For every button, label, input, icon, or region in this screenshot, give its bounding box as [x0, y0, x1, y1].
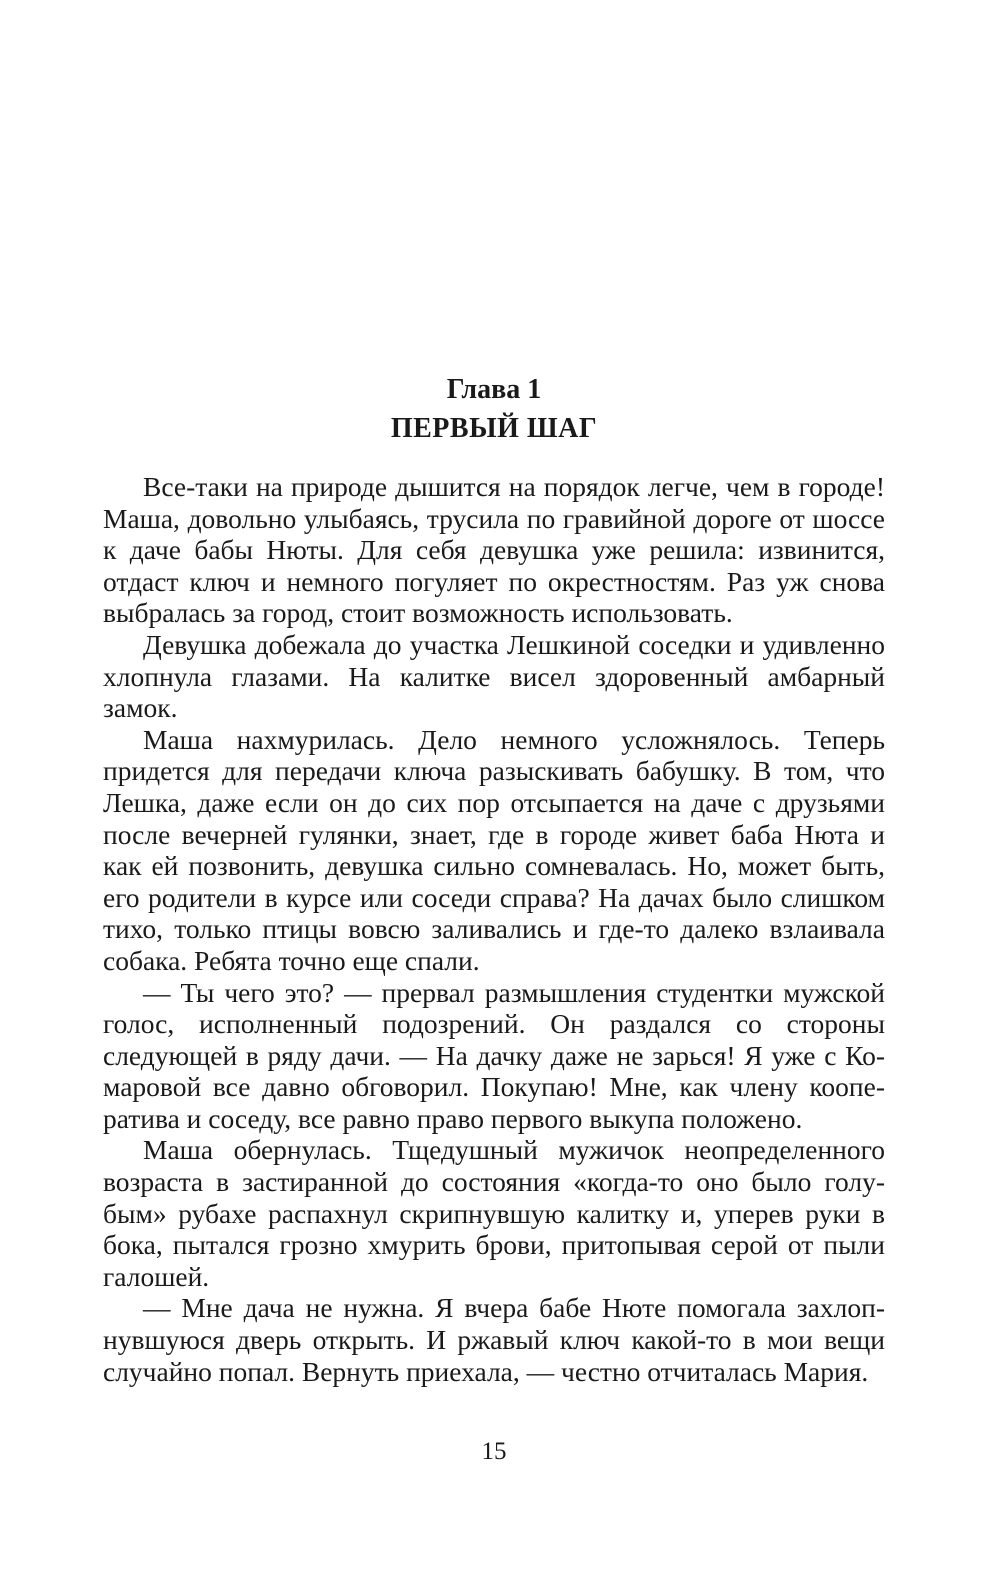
book-page — [103, 0, 885, 1575]
page-number: 15 — [481, 1438, 507, 1465]
chapter-number: Глава 1 — [446, 374, 542, 405]
body-text — [103, 471, 885, 1387]
paragraph: Маша обернулась. Тщедушный мужичок неопределенного возраста в застиранной до состояния «когда-то оно было голубым» рубахе распахнул скрипнувшую калитку и, уперев руки в бока, пытался грозно хмурить брови, притопывая серой от пыли галошей. — [103, 1134, 885, 1292]
paragraph: Маша нахмурилась. Дело немного усложнялось. Теперь придется для передачи ключа разыскивать бабушку. В том, что Лешка, даже если он до сих пор отсыпается на даче с друзьями после вечерней гулянки, знает, где в городе живет баба Нюта и как ей позвонить, девушка сильно сомневалась. Но, может быть, его родители в курсе или соседи справа? На дачах было слишком тихо, только птицы вовсю заливались и где-то далеко взлаивала собака. Ребята точно еще спали. — [103, 723, 885, 976]
paragraph: Все-таки на природе дышится на порядок легче, чем в городе! Маша, довольно улыбаясь, трусила по гравийной дороге от шоссе к даче бабы Нюты. Для себя девушка уже решила: извинится, отдаст ключ и немного погуляет по окрестностям. Раз уж снова выбралась за город, стоит возможность использовать. — [103, 471, 885, 629]
paragraph: — Мне дача не нужна. Я вчера бабе Нюте помогала захлопнувшуюся дверь открыть. И ржавый ключ какой-то в мои вещи случайно попал. Вернуть приехала, — честно отчиталась Мария. — [103, 1292, 885, 1387]
chapter-title: ПЕРВЫЙ ШАГ — [390, 413, 598, 444]
paragraph: Девушка добежала до участка Лешкиной соседки и удивленно хлопнула глазами. На калитке висел здоровенный амбарный замок. — [103, 628, 885, 724]
paragraph: — Ты чего это? — прервал размышления студентки мужской голос, исполненный подозрений. Он раздался со стороны следующей в ряду дачи. — На дачку даже не зарься! Я уже с Комаровой все давно обговорил. Покупаю! Мне, как члену кооператива и соседу, все равно право первого выкупа положено. — [103, 976, 885, 1134]
